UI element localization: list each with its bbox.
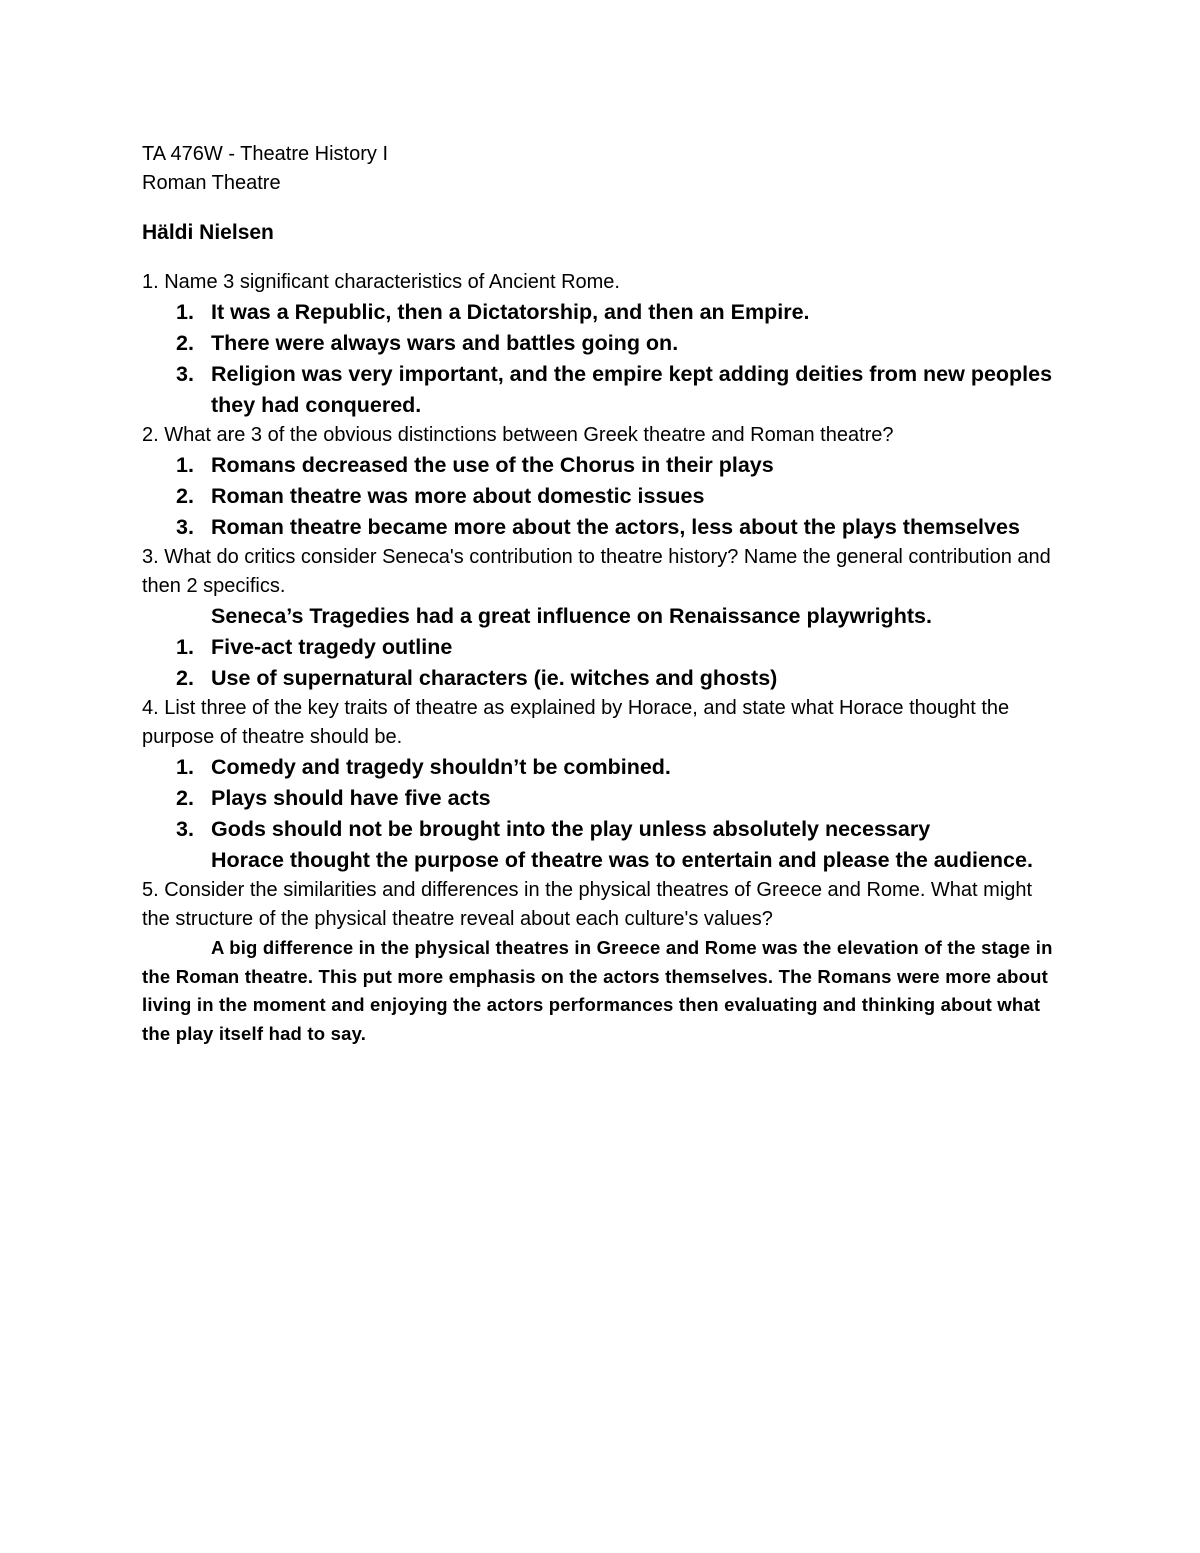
answer-item [142, 481, 1062, 512]
question-2: 2. What are 3 of the obvious distinctions between Greek theatre and Roman theatre? [142, 424, 894, 446]
answer-text: Romans decreased the use of the Chorus in their plays [211, 453, 774, 477]
answer-list-1 [142, 297, 1062, 421]
answer-text: It was a Republic, then a Dictatorship, and then an Empire. [211, 300, 810, 324]
answer-text: Five-act tragedy outline [211, 635, 453, 659]
answer-list-4 [142, 752, 1062, 845]
answer-item [142, 359, 1062, 421]
question-4: 4. List three of the key traits of theatre as explained by Horace, and state what Horace thought the purpose of theatre should be. [142, 697, 1010, 748]
list-number: 3. [176, 362, 194, 386]
seneca-general-answer: Seneca’s Tragedies had a great influence on Renaissance playwrights. [211, 604, 932, 628]
list-number: 1. [176, 453, 194, 477]
answer-text: Roman theatre was more about domestic issues [211, 484, 705, 508]
question-5: 5. Consider the similarities and differences in the physical theatres of Greece and Rome. What might the structure of the physical theatre reveal about each culture's values? [142, 879, 1033, 930]
answer-text: Gods should not be brought into the play unless absolutely necessary [211, 817, 931, 841]
answer-item [142, 632, 1062, 663]
document-page [142, 140, 1062, 1048]
spacer [142, 248, 1062, 268]
answer-item [142, 450, 1062, 481]
answer-text: Use of supernatural characters (ie. witches and ghosts) [211, 666, 778, 690]
author-name: Häldi Nielsen [142, 221, 274, 244]
list-number: 2. [176, 786, 194, 810]
answer-item [142, 814, 1062, 845]
topic-title: Roman Theatre [142, 172, 281, 194]
list-number: 3. [176, 515, 194, 539]
answer-item [142, 663, 1062, 694]
course-title: TA 476W - Theatre History I [142, 143, 389, 165]
answer-text: Roman theatre became more about the actors, less about the plays themselves [211, 515, 1020, 539]
answer-text: There were always wars and battles going on. [211, 331, 679, 355]
horace-purpose-answer: Horace thought the purpose of theatre was to entertain and please the audience. [211, 848, 1033, 872]
list-number: 1. [176, 755, 194, 779]
list-number: 3. [176, 817, 194, 841]
list-number: 1. [176, 300, 194, 324]
list-number: 2. [176, 331, 194, 355]
answer-text: Plays should have five acts [211, 786, 491, 810]
question-1: 1. Name 3 significant characteristics of Ancient Rome. [142, 271, 620, 293]
list-number: 2. [176, 666, 194, 690]
question-3: 3. What do critics consider Seneca's contribution to theatre history? Name the general contribution and then 2 specifics. [142, 546, 1051, 597]
essay-answer: A big difference in the physical theatres in Greece and Rome was the elevation of the stage in the Roman theatre. This put more emphasis on the actors themselves. The Romans were more about living in the moment and enjoying the actors performances then evaluating and thinking about what the play itself had to say. [142, 937, 1053, 1044]
answer-item [142, 328, 1062, 359]
list-number: 1. [176, 635, 194, 659]
answer-item [142, 752, 1062, 783]
answer-text: Religion was very important, and the empire kept adding deities from new peoples they had conquered. [211, 362, 1053, 417]
list-number: 2. [176, 484, 194, 508]
answer-item [142, 297, 1062, 328]
answer-list-2 [142, 450, 1062, 543]
answer-item [142, 512, 1062, 543]
answer-list-3 [142, 632, 1062, 694]
answer-item [142, 783, 1062, 814]
answer-text: Comedy and tragedy shouldn’t be combined. [211, 755, 671, 779]
